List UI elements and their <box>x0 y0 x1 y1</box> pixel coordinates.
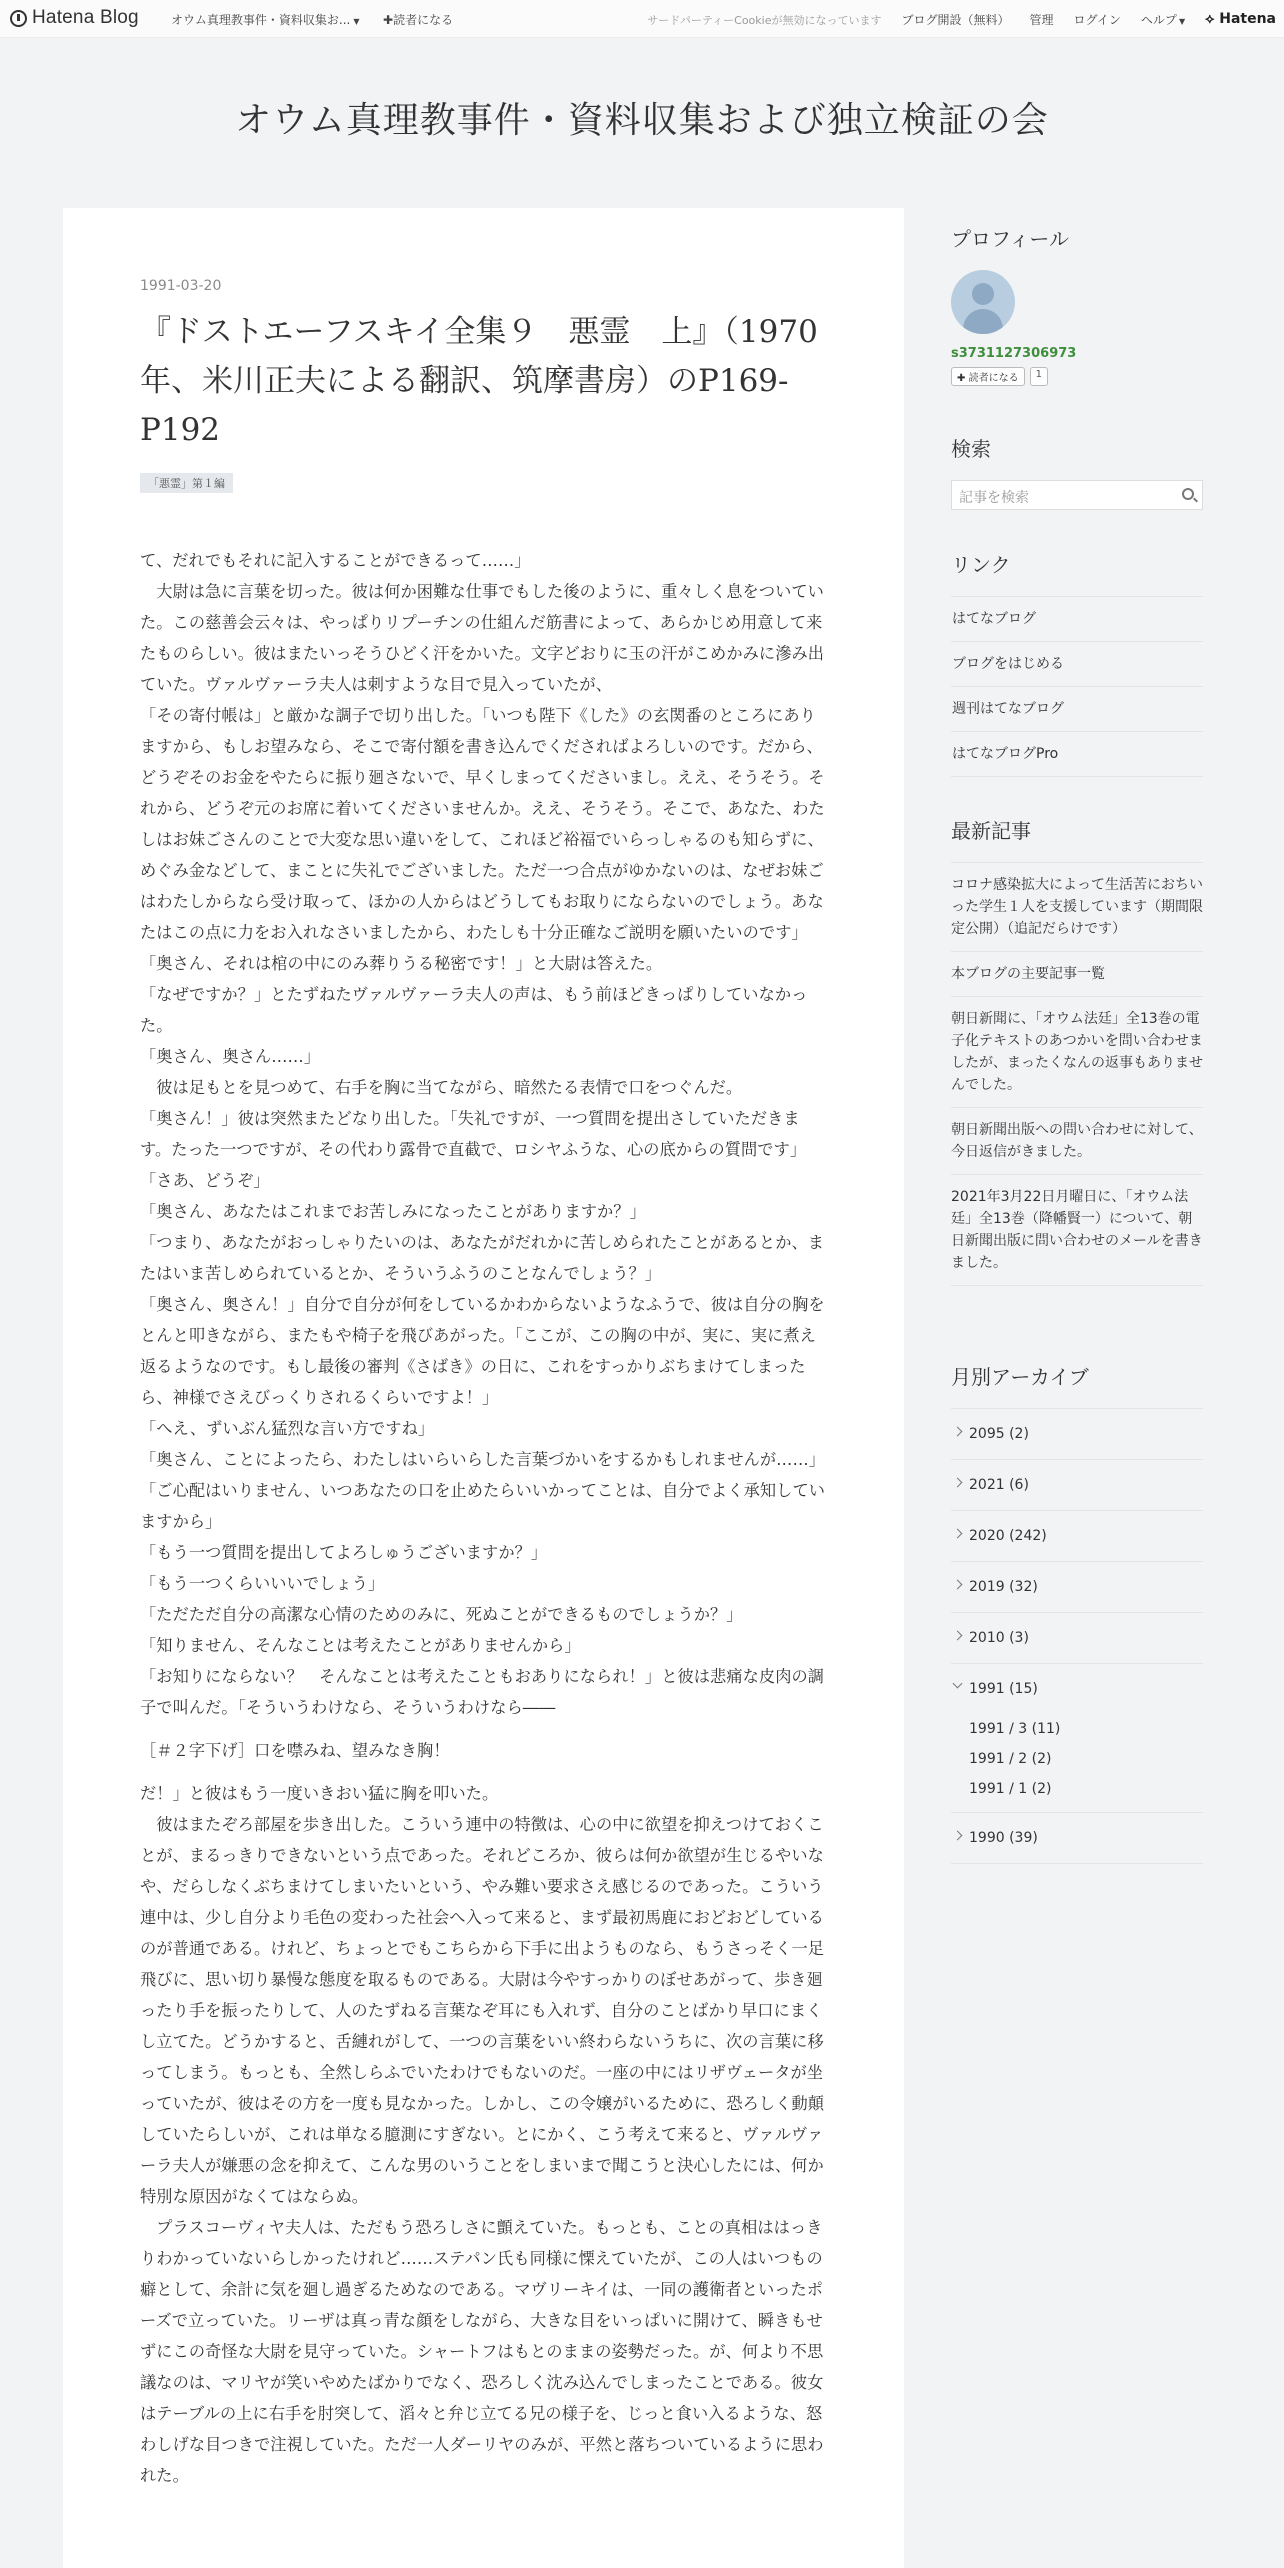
archive-year-label: 2095 (2) <box>969 1426 1029 1442</box>
global-header <box>0 0 1284 38</box>
links-heading: リンク <box>951 553 1011 577</box>
avatar[interactable] <box>951 270 1015 334</box>
help-menu[interactable] <box>1141 11 1185 28</box>
follow-row <box>951 367 1203 386</box>
entry-paragraph: 「へえ、ずいぶん猛烈な言い方ですね」 <box>140 1419 435 1438</box>
header-right-menu <box>647 11 1276 28</box>
admin-link[interactable]: 管理 <box>1029 13 1054 27</box>
subscribe-label: 読者になる <box>393 13 454 27</box>
entry-paragraph: だ！」と彼はもう一度いきおい猛に胸を叩いた。 <box>140 1784 499 1803</box>
link-item[interactable]: はてなブログ <box>951 597 1203 642</box>
category-tag[interactable]: 「悪霊」第１編 <box>140 473 233 493</box>
chevron-right-icon <box>953 1478 963 1488</box>
chevron-right-icon <box>953 1529 963 1539</box>
archive-year-label: 1990 (39) <box>969 1830 1038 1846</box>
recent-entry-link[interactable]: 朝日新聞出版への問い合わせに対して、今日返信がきました。 <box>951 1108 1203 1175</box>
archive-year-1990[interactable] <box>951 1813 1203 1864</box>
follower-count[interactable]: 1 <box>1030 367 1048 386</box>
blog-name-label: オウム真理教事件・資料収集お... <box>171 13 351 27</box>
entry-paragraph: 「奥さん、ことによったら、わたしはいらいらした言葉づかいをするかもしれませんが……」 <box>140 1450 826 1469</box>
search-icon[interactable] <box>1182 488 1194 500</box>
recent-entry-link[interactable]: コロナ感染拡大によって生活苦におちいった学生１人を支援しています（期間限定公開）（追記だらけです） <box>951 863 1203 952</box>
user-id-link[interactable]: s3731127306973 <box>951 346 1077 361</box>
entry-paragraph: ［＃２字下げ］口を噤みね、望みなき胸！ <box>140 1741 450 1760</box>
entry-paragraph: 「その寄付帳は」と厳かな調子で切り出した。「いつも陛下《した》の玄関番のところにありますから、もしお望みなら、そこで寄付額を書き込んでくださればよろしいのです。だから、どうぞそのお金をやたらに振り廻さないで、早くしまってくださいまし。ええ、そうそう。それから、どうぞ元のお席に着いてくださいませんか。ええ、そうそう。そこで、あなた、わたしはお妹ごさんのことで大変な思い違いをして、これほど裕福でいらっしゃるのも知らずに、めぐみ金などして、まことに失礼でございました。ただ一つ合点がゆかないのは、なぜお妹ごはわたしからなら受け取って、ほかの人からはどうしてもお取りにならないのでしょう。あなたはこの点に力をお入れなさいましたから、わたしも十分正確なご説明を願いたいのです」 <box>140 706 825 942</box>
search-module <box>951 433 1203 510</box>
chevron-right-icon <box>953 1831 963 1841</box>
caret-down-icon: ▼ <box>353 17 360 26</box>
entry-paragraph: て、だれでもそれに記入することができるって……」 <box>140 551 531 570</box>
archive-year-2019[interactable] <box>951 1562 1203 1613</box>
archive-year-label: 2010 (3) <box>969 1630 1029 1646</box>
logo-text: Hatena Blog <box>32 7 139 28</box>
follow-label: 読者になる <box>968 373 1019 384</box>
subscribe-link[interactable] <box>383 11 453 28</box>
entry-title[interactable]: 『ドストエーフスキイ全集９ 悪霊 上』（1970年、米川正夫による翻訳、筑摩書房）のP169-P192 <box>140 314 818 448</box>
link-item[interactable]: はてなブログPro <box>951 732 1203 777</box>
chevron-right-icon <box>953 1427 963 1437</box>
archive-year-2010[interactable] <box>951 1613 1203 1664</box>
archive-months-1991 <box>951 1714 1203 1813</box>
archive-year-2021[interactable] <box>951 1460 1203 1511</box>
follow-button[interactable] <box>951 367 1025 386</box>
archive-heading: 月別アーカイブ <box>951 1365 1089 1389</box>
archive-month-link[interactable]: 1991 / 1 (2) <box>969 1781 1052 1797</box>
archive-list <box>951 1408 1203 1864</box>
entry-paragraph: 彼は足もとを見つめて、右手を胸に当てながら、暗然たる表情で口をつぐんだ。 <box>156 1078 743 1097</box>
entry-paragraph: 「奥さん、奥さん！」自分で自分が何をしているかわからないようなふうで、彼は自分の胸をとんと叩きながら、またもや椅子を飛びあがった。「ここが、この胸の中が、実に、実に煮え返るようなのです。もし最後の審判《さばき》の日に、これをすっかりぶちまけてしまったら、神様でさえびっくりされるくらいですよ！」 <box>140 1295 825 1407</box>
hatena-logo-icon <box>10 10 27 27</box>
hatena-label: Hatena <box>1219 10 1276 27</box>
links-list <box>951 596 1203 777</box>
blog-title[interactable]: オウム真理教事件・資料収集および独立検証の会 <box>235 100 1049 141</box>
entry-paragraph: 「奥さん、奥さん……」 <box>140 1047 321 1066</box>
plus-icon: ✚ <box>383 13 394 27</box>
archive-year-label: 2021 (6) <box>969 1477 1029 1493</box>
links-module <box>951 549 1203 777</box>
profile-heading: プロフィール <box>951 227 1069 251</box>
entry-article <box>63 208 904 2568</box>
search-heading: 検索 <box>951 437 991 461</box>
entry-paragraph: 「奥さん、それは棺の中にのみ葬りうる秘密です！」と大尉は答えた。 <box>140 954 663 973</box>
search-input[interactable] <box>951 480 1203 510</box>
entry-paragraph: 彼はまたぞろ部屋を歩き出した。こういう連中の特徴は、心の中に欲望を抑えつけておくことが、まるっきりできないという点であった。それどころか、彼らは何か欲望が生じるやいなや、だらしなくぶちまけてしまいたいという、やみ難い要求さえ感じるのであった。こういう連中は、少し自分より毛色の変わった社会へ入って来ると、まず最初馬鹿におどおどしているのが普通である。けれど、ちょっとでもこちらから下手に出ようものなら、もうさっそく一足飛びに、思い切り暴慢な態度を取るものである。大尉は今やすっかりのぼせあがって、歩き廻ったり手を振ったりして、人のたずねる言葉なぞ耳にも入れず、自分のことばかり早口にまくし立てた。どうかすると、舌縺れがして、一つの言葉をいい終わらないうちに、次の言葉に移ってしまう。もっとも、全然しらふでいたわけでもないのだ。一座の中にはリザヴェータが坐っていたが、彼はその方を一度も見なかった。しかし、この令嬢がいるために、恐ろしく動顛していたらしいが、これは単なる臆測にすぎない。とにかく、こう考えて来ると、ヴァルヴァーラ夫人が嫌悪の念を抑えて、こんな男のいうことをしまいまで聞こうと決心したには、何か特別な原因がなくてはならぬ。 <box>140 1815 825 2206</box>
entry-paragraph: 「もう一つくらいいいでしょう」 <box>140 1574 385 1593</box>
avatar-body-shape <box>963 309 1003 334</box>
archive-year-2095[interactable] <box>951 1409 1203 1460</box>
profile-module <box>951 223 1203 386</box>
chevron-down-icon <box>953 1679 963 1689</box>
archive-year-1991[interactable] <box>951 1664 1203 1714</box>
entry-paragraph: 「つまり、あなたがおっしゃりたいのは、あなたがだれかに苦しめられたことがあるとか、またはいま苦しめられているとか、そういうふうのことなんでしょう？」 <box>140 1233 825 1283</box>
entry-paragraph: 「ご心配はいりません、いつあなたの口を止めたらいいかってことは、自分でよく承知していますから」 <box>140 1481 826 1531</box>
help-label: ヘルプ <box>1140 13 1177 27</box>
login-link[interactable]: ログイン <box>1073 13 1121 27</box>
archive-month-link[interactable]: 1991 / 2 (2) <box>969 1751 1052 1767</box>
archive-year-label: 2020 (242) <box>969 1528 1047 1544</box>
caret-down-icon: ▼ <box>1178 17 1186 26</box>
entry-date[interactable]: 1991-03-20 <box>140 278 222 294</box>
plus-icon: ✚ <box>957 373 966 384</box>
chevron-right-icon <box>953 1580 963 1590</box>
entry-paragraph: 「お知りにならない？ そんなことは考えたこともおありになられ！」と彼は悲痛な皮肉の調子で叫んだ。「そういうわけなら、そういうわけなら―― <box>140 1667 825 1717</box>
link-item[interactable]: ブログをはじめる <box>951 642 1203 687</box>
entry-paragraph: プラスコーヴィヤ夫人は、ただもう恐ろしさに顫えていた。もっとも、ことの真相ははっきりわかっていないらしかったけれど……ステパン氏も同様に慄えていたが、この人はいつもの癖として、余計に気を廻し過ぎるためなのである。マヴリーキイは、一同の護衛者といったポーズで立っていた。リーザは真っ青な顔をしながら、大きな目をいっぱいに開けて、瞬きもせずにこの奇怪な大尉を見守っていた。シャートフはもとのままの姿勢だった。が、何より不思議なのは、マリヤが笑いやめたばかりでなく、恐ろしく沈み込んでしまったことである。彼女はテーブルの上に右手を肘突して、滔々と弁じ立てる兄の様子を、じっと食い入るような、怒わしげな目つきで注視していた。ただ一人ダーリヤのみが、平然と落ちついているように思われた。 <box>140 2218 824 2485</box>
hatena-blog-logo[interactable] <box>10 7 139 29</box>
archive-module <box>951 1361 1203 1864</box>
link-item[interactable]: 週刊はてなブログ <box>951 687 1203 732</box>
entry-paragraph: 「知りません、そんなことは考えたことがありませんから」 <box>140 1636 581 1655</box>
entry-paragraph: 「なぜですか？」とたずねたヴァルヴァーラ夫人の声は、もう前ほどきっぱりしていなかった。 <box>140 985 808 1035</box>
entry-body <box>140 545 830 2491</box>
archive-month-link[interactable]: 1991 / 3 (11) <box>969 1721 1061 1737</box>
blog-name-menu[interactable] <box>171 11 359 28</box>
archive-year-label: 2019 (32) <box>969 1579 1038 1595</box>
recent-heading: 最新記事 <box>951 819 1031 843</box>
archive-year-2020[interactable] <box>951 1511 1203 1562</box>
cookie-notice-link[interactable]: サードパーティーCookieが無効になっています <box>647 13 882 27</box>
recent-entry-link[interactable]: 朝日新聞に、「オウム法廷」全13巻の電子化テキストのあつかいを問い合わせましたが、まったくなんの返事もありませんでした。 <box>951 997 1203 1108</box>
open-blog-link[interactable]: ブログ開設（無料） <box>901 13 1010 27</box>
recent-entry-link[interactable]: 2021年3月22日月曜日に、「オウム法廷」全13巻（降幡賢一）について、朝日新聞出版に問い合わせのメールを書きました。 <box>951 1175 1203 1286</box>
search-placeholder: 記事を検索 <box>959 490 1029 506</box>
recent-entries-list <box>951 862 1203 1286</box>
entry-paragraph: 「もう一つ質問を提出してよろしゅうございますか？」 <box>140 1543 548 1562</box>
entry-paragraph: 大尉は急に言葉を切った。彼は何か困難な仕事でもした後のように、重々しく息をついていた。この慈善会云々は、やっぱりリプーチンの仕組んだ筋書によって、あらかじめ用意して来たものらしい。彼はまたいっそうひどく汗をかいた。文字どおりに玉の汗がこめかみに滲み出ていた。ヴァルヴァーラ夫人は刺すような目で見入っていたが、 <box>140 582 825 694</box>
entry-paragraph: 「ただただ自分の高潔な心情のためのみに、死ぬことができるものでしょうか？」 <box>140 1605 743 1624</box>
hatena-mark-icon: ⟡ <box>1205 10 1215 27</box>
hatena-link[interactable] <box>1205 11 1276 27</box>
recent-entries-module <box>951 815 1203 1286</box>
recent-entry-link[interactable]: 本ブログの主要記事一覧 <box>951 952 1203 997</box>
archive-year-label: 1991 (15) <box>969 1681 1038 1697</box>
avatar-head-shape <box>972 283 994 305</box>
entry-paragraph: 「さあ、どうぞ」 <box>140 1171 270 1190</box>
entry-paragraph: 「奥さん！」彼は突然またどなり出した。「失礼ですが、一つ質問を提出さしていただきます。たった一つですが、その代わり露骨で直截で、ロシヤふうな、心の底からの質問です」 <box>140 1109 807 1159</box>
chevron-right-icon <box>953 1631 963 1641</box>
entry-paragraph: 「奥さん、あなたはこれまでお苦しみになったことがありますか？」 <box>140 1202 646 1221</box>
